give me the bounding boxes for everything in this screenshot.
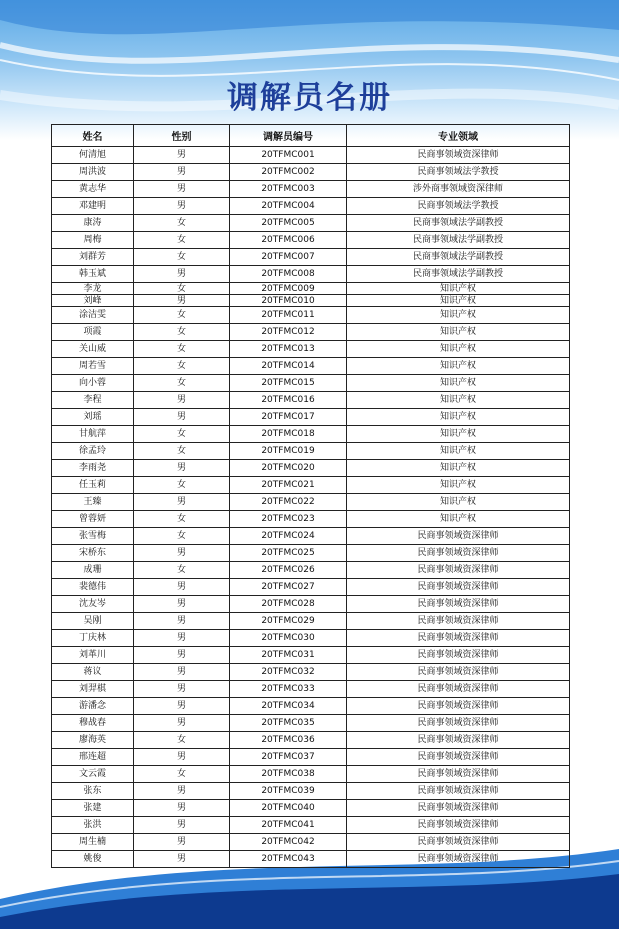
cell-mediator-id: 20TFMC026 bbox=[230, 562, 347, 579]
cell-mediator-id: 20TFMC027 bbox=[230, 579, 347, 596]
cell-name: 吴刚 bbox=[52, 613, 134, 630]
cell-specialty: 民商事领域资深律师 bbox=[347, 800, 570, 817]
mediator-roster-table bbox=[51, 124, 570, 868]
cell-gender: 男 bbox=[134, 198, 230, 215]
cell-name: 张建 bbox=[52, 800, 134, 817]
table-row bbox=[52, 266, 570, 283]
cell-name: 文云霞 bbox=[52, 766, 134, 783]
cell-name: 李龙 bbox=[52, 283, 134, 295]
cell-mediator-id: 20TFMC006 bbox=[230, 232, 347, 249]
cell-name: 成珊 bbox=[52, 562, 134, 579]
cell-mediator-id: 20TFMC038 bbox=[230, 766, 347, 783]
cell-gender: 男 bbox=[134, 545, 230, 562]
cell-mediator-id: 20TFMC023 bbox=[230, 511, 347, 528]
cell-name: 沈友岑 bbox=[52, 596, 134, 613]
cell-gender: 女 bbox=[134, 528, 230, 545]
table-row bbox=[52, 783, 570, 800]
cell-name: 任玉莉 bbox=[52, 477, 134, 494]
cell-mediator-id: 20TFMC041 bbox=[230, 817, 347, 834]
table-row bbox=[52, 817, 570, 834]
cell-gender: 男 bbox=[134, 409, 230, 426]
table-row bbox=[52, 164, 570, 181]
cell-specialty: 知识产权 bbox=[347, 307, 570, 324]
cell-mediator-id: 20TFMC043 bbox=[230, 851, 347, 868]
cell-specialty: 知识产权 bbox=[347, 358, 570, 375]
table-row bbox=[52, 545, 570, 562]
cell-mediator-id: 20TFMC002 bbox=[230, 164, 347, 181]
cell-name: 曾蓉妍 bbox=[52, 511, 134, 528]
cell-specialty: 涉外商事领域资深律师 bbox=[347, 181, 570, 198]
table-row bbox=[52, 392, 570, 409]
cell-gender: 女 bbox=[134, 283, 230, 295]
table-row bbox=[52, 477, 570, 494]
cell-mediator-id: 20TFMC009 bbox=[230, 283, 347, 295]
cell-specialty: 民商事领域资深律师 bbox=[347, 715, 570, 732]
cell-specialty: 知识产权 bbox=[347, 494, 570, 511]
cell-gender: 女 bbox=[134, 375, 230, 392]
table-row bbox=[52, 341, 570, 358]
cell-mediator-id: 20TFMC039 bbox=[230, 783, 347, 800]
table-row bbox=[52, 283, 570, 295]
cell-mediator-id: 20TFMC010 bbox=[230, 295, 347, 307]
cell-specialty: 民商事领域法学教授 bbox=[347, 198, 570, 215]
page-title: 调解员名册 bbox=[227, 80, 392, 116]
cell-gender: 男 bbox=[134, 783, 230, 800]
cell-name: 何清旭 bbox=[52, 147, 134, 164]
cell-mediator-id: 20TFMC001 bbox=[230, 147, 347, 164]
cell-gender: 女 bbox=[134, 562, 230, 579]
cell-mediator-id: 20TFMC029 bbox=[230, 613, 347, 630]
cell-mediator-id: 20TFMC034 bbox=[230, 698, 347, 715]
cell-gender: 男 bbox=[134, 613, 230, 630]
cell-gender: 女 bbox=[134, 477, 230, 494]
header-name: 姓名 bbox=[52, 125, 134, 147]
cell-name: 刘革川 bbox=[52, 647, 134, 664]
cell-specialty: 知识产权 bbox=[347, 409, 570, 426]
cell-specialty: 民商事领域资深律师 bbox=[347, 834, 570, 851]
cell-mediator-id: 20TFMC030 bbox=[230, 630, 347, 647]
cell-gender: 男 bbox=[134, 392, 230, 409]
cell-mediator-id: 20TFMC012 bbox=[230, 324, 347, 341]
table-row bbox=[52, 443, 570, 460]
cell-mediator-id: 20TFMC019 bbox=[230, 443, 347, 460]
cell-specialty: 民商事领域资深律师 bbox=[347, 613, 570, 630]
cell-name: 刘群芳 bbox=[52, 249, 134, 266]
cell-specialty: 民商事领域资深律师 bbox=[347, 698, 570, 715]
cell-name: 丁庆林 bbox=[52, 630, 134, 647]
cell-mediator-id: 20TFMC042 bbox=[230, 834, 347, 851]
cell-gender: 女 bbox=[134, 766, 230, 783]
cell-mediator-id: 20TFMC033 bbox=[230, 681, 347, 698]
cell-specialty: 民商事领域资深律师 bbox=[347, 681, 570, 698]
cell-gender: 男 bbox=[134, 181, 230, 198]
cell-gender: 男 bbox=[134, 749, 230, 766]
table-row bbox=[52, 647, 570, 664]
cell-mediator-id: 20TFMC036 bbox=[230, 732, 347, 749]
cell-name: 项霞 bbox=[52, 324, 134, 341]
cell-gender: 男 bbox=[134, 851, 230, 868]
cell-specialty: 民商事领域资深律师 bbox=[347, 579, 570, 596]
cell-specialty: 民商事领域法学副教授 bbox=[347, 232, 570, 249]
cell-mediator-id: 20TFMC011 bbox=[230, 307, 347, 324]
table-row bbox=[52, 613, 570, 630]
cell-specialty: 民商事领域资深律师 bbox=[347, 664, 570, 681]
cell-mediator-id: 20TFMC018 bbox=[230, 426, 347, 443]
cell-gender: 男 bbox=[134, 664, 230, 681]
cell-specialty: 知识产权 bbox=[347, 443, 570, 460]
header-wave-decoration bbox=[0, 0, 619, 140]
cell-name: 张洪 bbox=[52, 817, 134, 834]
table-row bbox=[52, 749, 570, 766]
cell-specialty: 知识产权 bbox=[347, 477, 570, 494]
cell-mediator-id: 20TFMC016 bbox=[230, 392, 347, 409]
table-body bbox=[52, 147, 570, 868]
cell-name: 裴德伟 bbox=[52, 579, 134, 596]
table-row bbox=[52, 324, 570, 341]
cell-name: 甘航萍 bbox=[52, 426, 134, 443]
cell-gender: 男 bbox=[134, 698, 230, 715]
cell-mediator-id: 20TFMC024 bbox=[230, 528, 347, 545]
table-row bbox=[52, 698, 570, 715]
header-mediator-id: 调解员编号 bbox=[230, 125, 347, 147]
cell-gender: 女 bbox=[134, 732, 230, 749]
cell-name: 周若雪 bbox=[52, 358, 134, 375]
cell-mediator-id: 20TFMC037 bbox=[230, 749, 347, 766]
cell-gender: 女 bbox=[134, 426, 230, 443]
table-row bbox=[52, 147, 570, 164]
cell-specialty: 民商事领域资深律师 bbox=[347, 851, 570, 868]
table-row bbox=[52, 198, 570, 215]
cell-specialty: 民商事领域法学教授 bbox=[347, 164, 570, 181]
cell-gender: 男 bbox=[134, 147, 230, 164]
cell-name: 周洪波 bbox=[52, 164, 134, 181]
cell-gender: 女 bbox=[134, 443, 230, 460]
cell-specialty: 知识产权 bbox=[347, 341, 570, 358]
table-row bbox=[52, 579, 570, 596]
cell-specialty: 民商事领域资深律师 bbox=[347, 783, 570, 800]
cell-name: 姚俊 bbox=[52, 851, 134, 868]
cell-gender: 男 bbox=[134, 164, 230, 181]
table-row bbox=[52, 664, 570, 681]
cell-mediator-id: 20TFMC013 bbox=[230, 341, 347, 358]
cell-gender: 男 bbox=[134, 715, 230, 732]
table-header-row bbox=[52, 125, 570, 147]
table-row bbox=[52, 232, 570, 249]
cell-gender: 男 bbox=[134, 817, 230, 834]
cell-name: 韩玉斌 bbox=[52, 266, 134, 283]
cell-name: 张东 bbox=[52, 783, 134, 800]
cell-name: 李雨尧 bbox=[52, 460, 134, 477]
cell-name: 宋桥东 bbox=[52, 545, 134, 562]
table-row bbox=[52, 851, 570, 868]
cell-name: 黄志华 bbox=[52, 181, 134, 198]
cell-gender: 女 bbox=[134, 358, 230, 375]
cell-mediator-id: 20TFMC020 bbox=[230, 460, 347, 477]
cell-mediator-id: 20TFMC015 bbox=[230, 375, 347, 392]
cell-gender: 男 bbox=[134, 579, 230, 596]
cell-gender: 男 bbox=[134, 681, 230, 698]
cell-name: 周梅 bbox=[52, 232, 134, 249]
cell-gender: 男 bbox=[134, 266, 230, 283]
cell-mediator-id: 20TFMC003 bbox=[230, 181, 347, 198]
cell-specialty: 民商事领域资深律师 bbox=[347, 147, 570, 164]
table-row bbox=[52, 511, 570, 528]
cell-gender: 男 bbox=[134, 494, 230, 511]
cell-specialty: 知识产权 bbox=[347, 392, 570, 409]
cell-name: 蒋议 bbox=[52, 664, 134, 681]
cell-mediator-id: 20TFMC031 bbox=[230, 647, 347, 664]
cell-specialty: 民商事领域资深律师 bbox=[347, 596, 570, 613]
cell-gender: 男 bbox=[134, 647, 230, 664]
cell-gender: 女 bbox=[134, 307, 230, 324]
table-row bbox=[52, 494, 570, 511]
cell-mediator-id: 20TFMC035 bbox=[230, 715, 347, 732]
cell-mediator-id: 20TFMC008 bbox=[230, 266, 347, 283]
cell-name: 涂洁雯 bbox=[52, 307, 134, 324]
table-row bbox=[52, 596, 570, 613]
cell-gender: 女 bbox=[134, 324, 230, 341]
header-gender: 性别 bbox=[134, 125, 230, 147]
cell-specialty: 民商事领域资深律师 bbox=[347, 528, 570, 545]
table-row bbox=[52, 295, 570, 307]
cell-gender: 女 bbox=[134, 249, 230, 266]
cell-mediator-id: 20TFMC004 bbox=[230, 198, 347, 215]
cell-name: 穆战春 bbox=[52, 715, 134, 732]
header-specialty: 专业领域 bbox=[347, 125, 570, 147]
table-row bbox=[52, 715, 570, 732]
table-row bbox=[52, 358, 570, 375]
cell-name: 李程 bbox=[52, 392, 134, 409]
cell-gender: 女 bbox=[134, 341, 230, 358]
cell-specialty: 民商事领域资深律师 bbox=[347, 562, 570, 579]
cell-name: 康涛 bbox=[52, 215, 134, 232]
cell-name: 刘瑶 bbox=[52, 409, 134, 426]
cell-gender: 男 bbox=[134, 295, 230, 307]
cell-specialty: 知识产权 bbox=[347, 295, 570, 307]
cell-mediator-id: 20TFMC028 bbox=[230, 596, 347, 613]
table-row bbox=[52, 426, 570, 443]
table-row bbox=[52, 834, 570, 851]
cell-specialty: 民商事领域资深律师 bbox=[347, 630, 570, 647]
cell-mediator-id: 20TFMC022 bbox=[230, 494, 347, 511]
cell-name: 游潘念 bbox=[52, 698, 134, 715]
cell-specialty: 知识产权 bbox=[347, 460, 570, 477]
cell-specialty: 知识产权 bbox=[347, 511, 570, 528]
table-row bbox=[52, 681, 570, 698]
cell-name: 向小蓉 bbox=[52, 375, 134, 392]
header-background bbox=[0, 0, 619, 140]
cell-specialty: 民商事领域资深律师 bbox=[347, 817, 570, 834]
cell-specialty: 民商事领域法学副教授 bbox=[347, 266, 570, 283]
cell-name: 刘峰 bbox=[52, 295, 134, 307]
cell-specialty: 知识产权 bbox=[347, 426, 570, 443]
cell-gender: 男 bbox=[134, 630, 230, 647]
table-row bbox=[52, 375, 570, 392]
cell-mediator-id: 20TFMC040 bbox=[230, 800, 347, 817]
cell-name: 邢连超 bbox=[52, 749, 134, 766]
table-row bbox=[52, 800, 570, 817]
cell-gender: 男 bbox=[134, 834, 230, 851]
cell-name: 王臻 bbox=[52, 494, 134, 511]
table-row bbox=[52, 562, 570, 579]
table-row bbox=[52, 215, 570, 232]
cell-specialty: 民商事领域法学副教授 bbox=[347, 215, 570, 232]
cell-specialty: 民商事领域资深律师 bbox=[347, 545, 570, 562]
cell-gender: 男 bbox=[134, 460, 230, 477]
cell-name: 张雪梅 bbox=[52, 528, 134, 545]
cell-mediator-id: 20TFMC007 bbox=[230, 249, 347, 266]
table-row bbox=[52, 766, 570, 783]
cell-mediator-id: 20TFMC032 bbox=[230, 664, 347, 681]
cell-mediator-id: 20TFMC017 bbox=[230, 409, 347, 426]
table-row bbox=[52, 630, 570, 647]
cell-specialty: 知识产权 bbox=[347, 375, 570, 392]
cell-specialty: 民商事领域法学副教授 bbox=[347, 249, 570, 266]
cell-gender: 女 bbox=[134, 232, 230, 249]
cell-name: 刘羿棋 bbox=[52, 681, 134, 698]
cell-gender: 女 bbox=[134, 511, 230, 528]
cell-gender: 女 bbox=[134, 215, 230, 232]
table-row bbox=[52, 307, 570, 324]
cell-specialty: 民商事领域资深律师 bbox=[347, 766, 570, 783]
cell-specialty: 知识产权 bbox=[347, 283, 570, 295]
cell-specialty: 民商事领域资深律师 bbox=[347, 749, 570, 766]
cell-mediator-id: 20TFMC025 bbox=[230, 545, 347, 562]
cell-name: 周生楠 bbox=[52, 834, 134, 851]
table-row bbox=[52, 732, 570, 749]
cell-specialty: 知识产权 bbox=[347, 324, 570, 341]
table-row bbox=[52, 409, 570, 426]
cell-mediator-id: 20TFMC005 bbox=[230, 215, 347, 232]
cell-mediator-id: 20TFMC014 bbox=[230, 358, 347, 375]
cell-name: 邓建明 bbox=[52, 198, 134, 215]
cell-gender: 男 bbox=[134, 596, 230, 613]
cell-gender: 男 bbox=[134, 800, 230, 817]
cell-specialty: 民商事领域资深律师 bbox=[347, 647, 570, 664]
table-row bbox=[52, 528, 570, 545]
cell-specialty: 民商事领域资深律师 bbox=[347, 732, 570, 749]
cell-mediator-id: 20TFMC021 bbox=[230, 477, 347, 494]
cell-name: 关山威 bbox=[52, 341, 134, 358]
table-row bbox=[52, 460, 570, 477]
cell-name: 徐孟玲 bbox=[52, 443, 134, 460]
table-row bbox=[52, 181, 570, 198]
table-row bbox=[52, 249, 570, 266]
cell-name: 廖海英 bbox=[52, 732, 134, 749]
